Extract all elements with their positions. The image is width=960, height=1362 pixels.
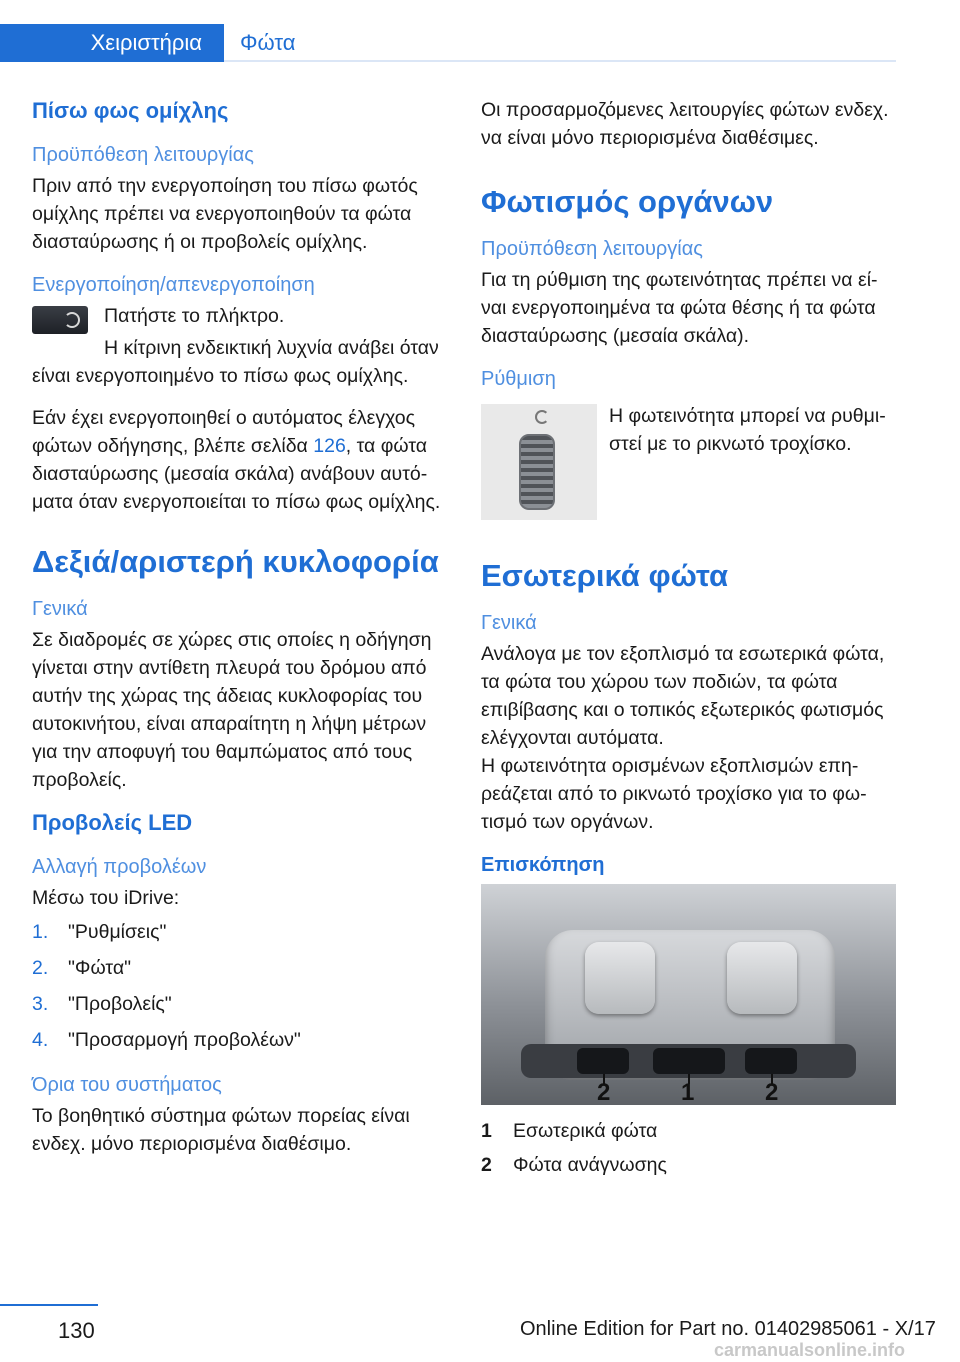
fog-button-image	[32, 306, 88, 334]
traffic-heading: Δεξιά/αριστερή κυκλοφορία	[32, 544, 439, 579]
list-item	[32, 990, 442, 1018]
precondition-text: Πριν από την ενεργοποίηση του πίσω φωτός ομίχλης πρέπει να ενεργοποιηθούν τα φώτα διασταύρωσης ή οι προβολείς ομίχλης.	[32, 175, 418, 253]
adjust-text: Η φωτεινότητα μπορεί να ρυθμιστεί με το ρικνωτό τροχίσκο.	[609, 405, 886, 455]
rear-fog-heading: Πίσω φως ομίχλης	[32, 98, 229, 123]
ceiling-console-image	[481, 884, 896, 1105]
general-heading: Γενικά	[32, 598, 88, 620]
legend-row	[481, 1117, 896, 1145]
idrive-steps	[32, 918, 442, 1054]
step-text: "Προσαρμογή προβολέων"	[68, 1029, 301, 1051]
step-number: 3.	[32, 993, 49, 1015]
step-text: "Ρυθμίσεις"	[68, 921, 167, 943]
callout-2-left: 2	[597, 1079, 611, 1105]
adaptive-text: Οι προσαρμοζόμενες λειτουργίες φώτων ενδεχ. να είναι μόνο περιορισμένα διαθέσιμες.	[481, 99, 889, 149]
limits-text: Το βοηθητικό σύστημα φώτων πορείας είναι ενδεχ. μόνο περιορισμένα διαθέσιμο.	[32, 1105, 410, 1155]
edition-text: Online Edition for Part no. 01402985061 - X/17	[520, 1318, 936, 1340]
brightness-icon	[535, 410, 549, 424]
page-number: 130	[58, 1318, 95, 1343]
left-column	[32, 96, 442, 1172]
indicator-text: Η κίτρινη ενδεικτική λυχνία ανάβει όταν είναι ενεργοποιημένο το πίσω φως ομίχλης.	[32, 337, 439, 387]
reading-lamp-right	[727, 942, 797, 1014]
callout-2-right: 2	[765, 1079, 779, 1105]
auto-control-post: , τα φώτα διασταύρωσης (μεσαία σκάλα) ανάβουν αυτόματα όταν ενεργοποιείται το πίσω φως ομίχλης.	[32, 435, 441, 513]
step-text: "Προβολείς"	[68, 993, 172, 1015]
page-link[interactable]: 126	[313, 435, 346, 457]
thumbwheel-icon	[519, 434, 555, 510]
step-number: 4.	[32, 1029, 49, 1051]
instrument-heading: Φωτισμός οργάνων	[481, 184, 774, 219]
auto-control-pre: Εάν έχει ενεργοποιηθεί ο αυτόματος έλεγχος φώτων οδήγησης, βλέπε σελίδα	[32, 407, 416, 457]
overview-heading: Επισκόπηση	[481, 854, 605, 876]
interior-general-heading: Γενικά	[481, 612, 537, 634]
via-idrive-text: Μέσω του iDrive:	[32, 887, 180, 909]
thumbwheel-image	[481, 404, 597, 520]
footer-rule	[0, 1304, 98, 1306]
adjust-heading: Ρύθμιση	[481, 368, 556, 390]
callout-1: 1	[681, 1079, 695, 1105]
list-item	[32, 1026, 442, 1054]
legend-number: 2	[481, 1154, 492, 1176]
tab-divider	[224, 60, 896, 62]
list-item	[32, 918, 442, 946]
legend-row	[481, 1151, 896, 1179]
tab-lights[interactable]: Φώτα	[240, 30, 296, 55]
step-text: "Φώτα"	[68, 957, 132, 979]
step-number: 2.	[32, 957, 49, 979]
step-number: 1.	[32, 921, 49, 943]
precondition-heading: Προϋπόθεση λειτουργίας	[32, 144, 254, 166]
interior-general-text: Ανάλογα με τον εξοπλισμό τα εσωτερικά φώτα, τα φώτα του χώρου των ποδιών, τα φώτα επιβίβασης και ο τοπικός εξωτερικός φωτισμός ελέγχονται αυτόματα.	[481, 643, 885, 749]
interior-light-button	[653, 1048, 725, 1074]
activate-heading: Ενεργοποίηση/απενεργοποίηση	[32, 274, 315, 296]
reading-light-button-right	[745, 1048, 797, 1074]
instrument-precondition-text: Για τη ρύθμιση της φωτεινότητας πρέπει να είναι ενεργοποιημένα τα φώτα θέσης ή τα φώτα διασταύρωσης (μεσαία σκάλα).	[481, 269, 878, 347]
tab-controls[interactable]: Χειριστήρια	[0, 24, 224, 62]
watermark: carmanualsonline.info	[714, 1340, 906, 1360]
list-item	[32, 954, 442, 982]
chapter-tabbar	[0, 0, 960, 62]
switch-heading: Αλλαγή προβολέων	[32, 856, 207, 878]
legend-text: Φώτα ανάγνωσης	[513, 1154, 667, 1176]
right-column	[481, 96, 896, 1185]
limits-heading: Όρια του συστήματος	[32, 1074, 222, 1096]
reading-lamp-left	[585, 942, 655, 1014]
general-text: Σε διαδρομές σε χώρες στις οποίες η οδήγηση γίνεται στην αντίθετη πλευρά του δρόμου από αυτήν της χώρας της άδειας κυκλοφορίας του αυτοκινήτου, είναι απαραίτητη η λήψη μέτρων για την αποφυγή του θαμπώματος από τους προβολείς.	[32, 629, 432, 791]
reading-light-button-left	[577, 1048, 629, 1074]
brightness-text: Η φωτεινότητα ορισμένων εξοπλισμών επηρεάζεται από το ρικνωτό τροχίσκο για το φωτισμό των οργάνων.	[481, 755, 867, 833]
led-heading: Προβολείς LED	[32, 810, 193, 835]
interior-heading: Εσωτερικά φώτα	[481, 558, 729, 593]
auto-control-text	[32, 404, 442, 516]
instrument-precondition-heading: Προϋπόθεση λειτουργίας	[481, 238, 703, 260]
legend-text: Εσωτερικά φώτα	[513, 1120, 658, 1142]
press-button-text: Πατήστε το πλήκτρο.	[104, 305, 285, 327]
legend-number: 1	[481, 1120, 492, 1142]
